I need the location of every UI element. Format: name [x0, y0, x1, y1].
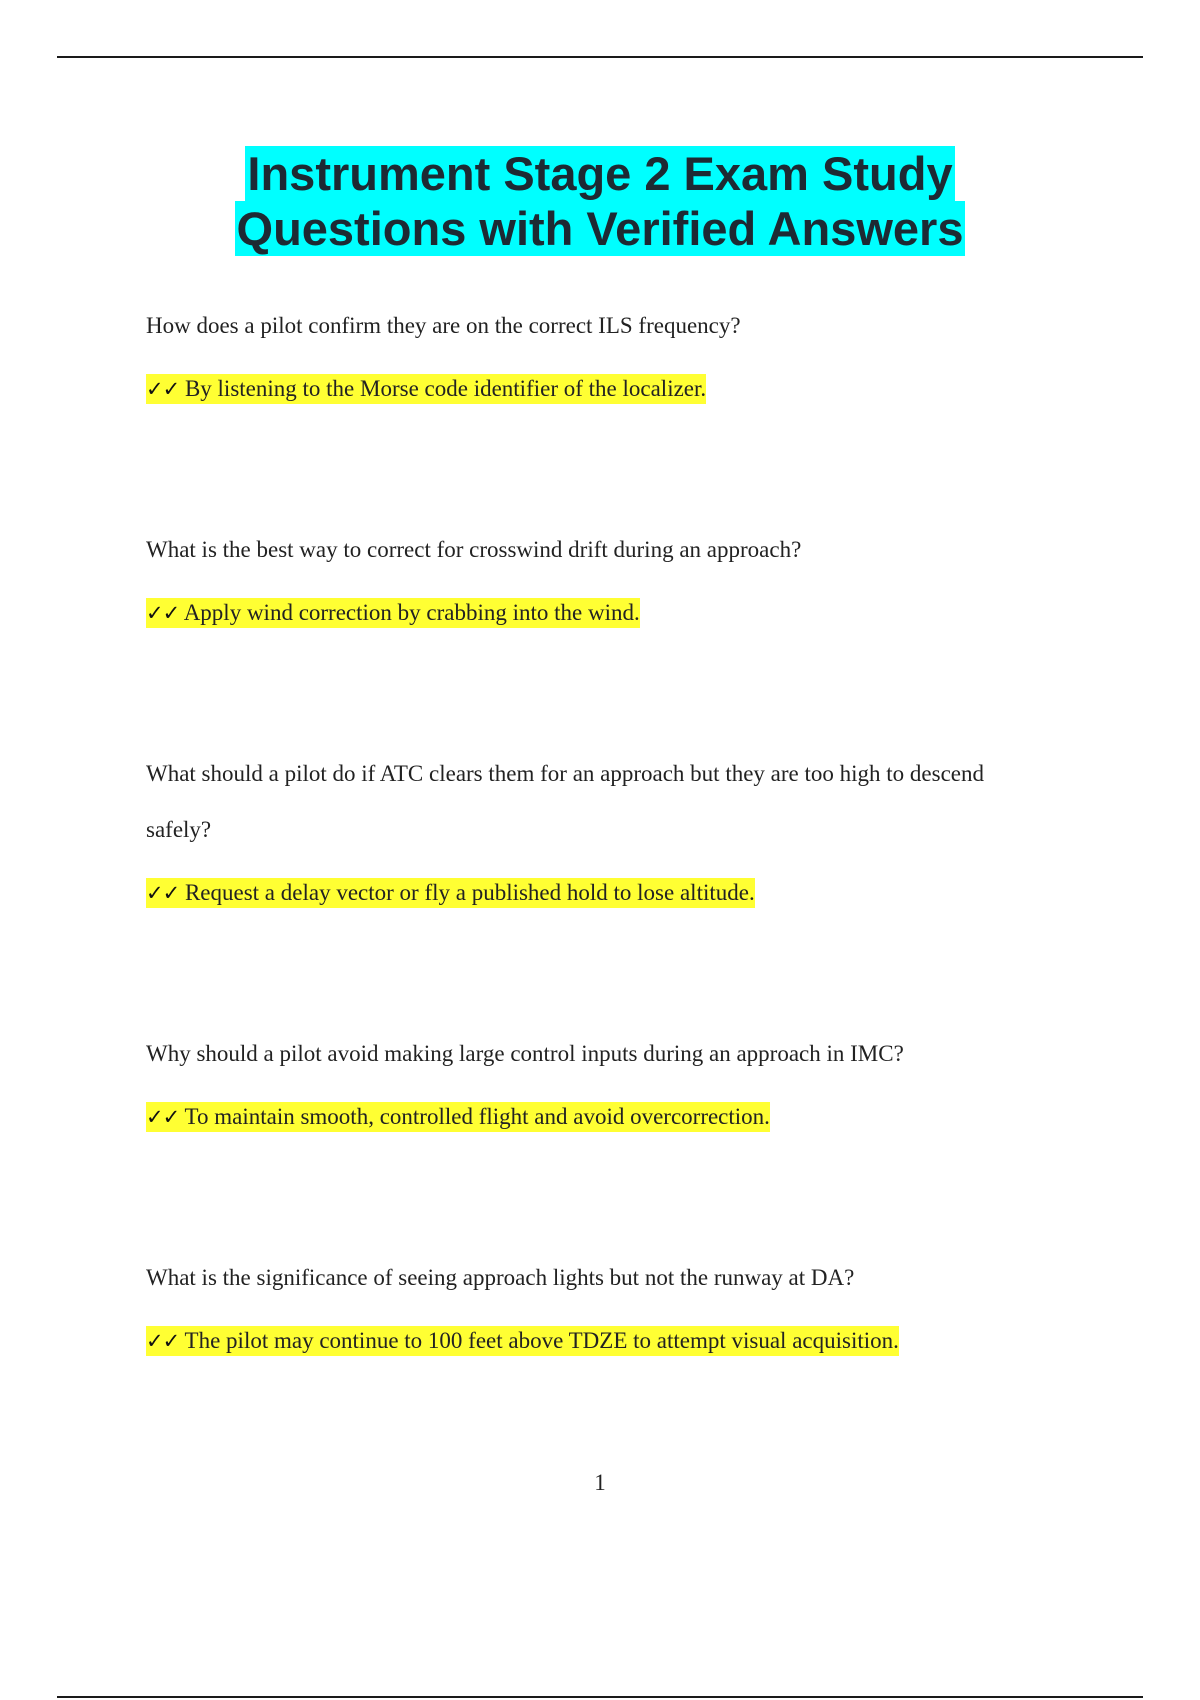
- answer-highlight: [146, 878, 755, 908]
- answer-highlight: [146, 1102, 770, 1132]
- answer-label: Apply wind correction by crabbing into the wind.: [183, 600, 640, 625]
- title-line-1: Instrument Stage 2 Exam Study: [247, 147, 953, 200]
- top-rule: [57, 56, 1143, 58]
- double-check-icon: ✓✓: [146, 1329, 180, 1353]
- answer-text: [146, 1102, 1066, 1132]
- qa-item-5: [146, 1250, 1066, 1356]
- question-text-line-2: safely?: [146, 817, 212, 842]
- question-text: What is the significance of seeing approach lights but not the runway at DA?: [146, 1265, 855, 1290]
- bottom-rule: [57, 1696, 1143, 1698]
- answer-label: By listening to the Morse code identifier of the localizer.: [184, 376, 707, 401]
- double-check-icon: ✓✓: [146, 601, 180, 625]
- answer-text: [146, 878, 1066, 908]
- answer-label: Request a delay vector or fly a published hold to lose altitude.: [184, 880, 755, 905]
- answer-highlight: [146, 598, 640, 628]
- page-number: 1: [594, 1470, 606, 1495]
- answer-text: [146, 374, 1066, 404]
- answer-label: To maintain smooth, controlled flight and avoid overcorrection.: [184, 1104, 770, 1129]
- answer-highlight: [146, 374, 706, 404]
- double-check-icon: ✓✓: [146, 881, 180, 905]
- title-line-2: Questions with Verified Answers: [236, 202, 964, 255]
- question-text: Why should a pilot avoid making large control inputs during an approach in IMC?: [146, 1041, 904, 1066]
- double-check-icon: ✓✓: [146, 377, 180, 401]
- qa-item-3: [146, 746, 1066, 908]
- answer-text: [146, 598, 1066, 628]
- question-text: How does a pilot confirm they are on the correct ILS frequency?: [146, 313, 741, 338]
- answer-highlight: [146, 1326, 899, 1356]
- answer-text: [146, 1326, 1066, 1356]
- qa-item-4: [146, 1026, 1066, 1132]
- question-text-line-1: What should a pilot do if ATC clears them for an approach but they are too high to descend: [146, 761, 984, 786]
- double-check-icon: ✓✓: [146, 1105, 180, 1129]
- question-text: What is the best way to correct for crosswind drift during an approach?: [146, 537, 802, 562]
- qa-item-2: [146, 522, 1066, 628]
- document-title: [0, 146, 1200, 256]
- qa-item-1: [146, 298, 1066, 404]
- answer-label: The pilot may continue to 100 feet above TDZE to attempt visual acquisition.: [184, 1328, 899, 1353]
